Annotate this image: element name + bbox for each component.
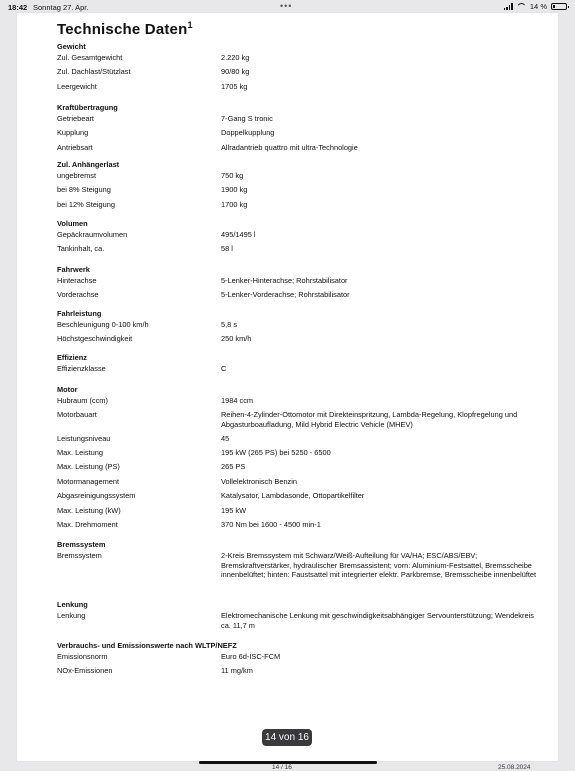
spec-value: Vollelektronisch Benzin	[221, 476, 298, 486]
spec-row	[57, 244, 537, 258]
spec-row	[57, 611, 537, 634]
spec-row	[57, 171, 537, 185]
spec-section	[57, 353, 537, 378]
wifi-icon	[517, 3, 526, 10]
spec-value: 7-Gang S tronic	[221, 114, 273, 123]
spec-section	[57, 385, 537, 534]
spec-row	[57, 491, 537, 505]
spec-label: Vorderachse	[57, 290, 99, 300]
spec-value: Reihen-4-Zylinder-Ottomotor mit Direkteinspritzung, Lambda-Regelung, Klopfregelung und Abgasturboaufladung, Mild Hybrid Electric Vehicle (MHEV)	[221, 410, 518, 429]
spec-row	[57, 396, 537, 410]
section-title: Fahrleistung	[57, 309, 102, 318]
spec-label: Tankinhalt, ca.	[57, 244, 105, 254]
spec-row	[57, 143, 537, 157]
spec-label: Motorbauart	[57, 410, 97, 420]
section-title: Gewicht	[57, 42, 86, 51]
spec-value: Doppelkupplung	[221, 128, 275, 138]
spec-value: 58 l	[221, 244, 233, 254]
document-page[interactable]	[17, 13, 558, 761]
spec-section	[57, 641, 537, 681]
spec-label: Zul. Dachlast/Stützlast	[57, 67, 131, 77]
spec-row	[57, 520, 537, 534]
section-title: Zul. Anhängerlast	[57, 160, 120, 169]
spec-value: 5-Lenker-Hinterachse; Rohrstabilisator	[221, 276, 348, 285]
spec-row	[57, 200, 537, 214]
spec-row	[57, 290, 537, 304]
spec-label: Max. Drehmoment	[57, 519, 118, 529]
section-title: Lenkung	[57, 600, 88, 609]
section-title: Kraftübertragung	[57, 103, 118, 112]
cellular-signal-icon	[504, 3, 513, 10]
battery-icon	[551, 3, 567, 10]
footer-date: 25.08.2024	[498, 764, 531, 771]
spec-value: 90/80 kg	[221, 67, 250, 77]
status-bar	[0, 0, 575, 14]
spec-label: Max. Leistung	[57, 447, 104, 457]
spec-label: Beschleunigung 0-100 km/h	[57, 320, 149, 329]
spec-label: Kupplung	[57, 128, 89, 138]
spec-value: 265 PS	[221, 462, 246, 472]
spec-section	[57, 600, 537, 634]
spec-label: Max. Leistung (PS)	[57, 462, 120, 472]
page-title	[57, 20, 193, 38]
spec-row	[57, 666, 537, 680]
spec-section	[57, 103, 537, 157]
spec-value: Katalysator, Lambdasonde, Ottopartikelfilter	[221, 491, 365, 501]
spec-section	[57, 219, 537, 259]
spec-section	[57, 42, 537, 96]
footer-page-number: 14 / 16	[272, 764, 292, 771]
spec-label: NOx-Emissionen	[57, 666, 113, 676]
spec-row	[57, 67, 537, 81]
spec-row	[57, 334, 537, 348]
spec-label: Getriebeart	[57, 114, 94, 123]
spec-label: Zul. Gesamtgewicht	[57, 53, 123, 62]
status-date: Sonntag 27. Apr.	[33, 3, 89, 12]
spec-row	[57, 462, 537, 476]
spec-label: Motormanagement	[57, 476, 120, 486]
spec-row	[57, 185, 537, 199]
spec-row	[57, 82, 537, 96]
spec-label: bei 12% Steigung	[57, 199, 115, 209]
spec-row	[57, 652, 537, 666]
spec-label: Hubraum (ccm)	[57, 396, 108, 405]
spec-value: 1705 kg	[221, 81, 248, 91]
spec-value: 495/1495 l	[221, 230, 256, 239]
spec-value: 2-Kreis Bremssystem mit Schwarz/Weiß-Aufteilung für VA/HA; ESC/ABS/EBV; Bremskraftverstärker, hydraulischer Bremsassistent; vorn: Aluminium-Festsattel, Bremsscheibe innenbelüftet; hinten: Faustsattel mit integrierter elektr. Parkbremse, Bremsscheibe innenbelüftet	[221, 551, 537, 580]
spec-label: Effizienzklasse	[57, 364, 106, 373]
spec-value: 195 kW (265 PS) bei 5250 - 6500	[221, 447, 331, 457]
spec-label: Lenkung	[57, 611, 86, 620]
spec-value: 1900 kg	[221, 185, 248, 195]
spec-row	[57, 551, 537, 584]
spec-value: 750 kg	[221, 171, 244, 180]
footnote-marker: 1	[187, 20, 193, 30]
spec-row	[57, 128, 537, 142]
spec-section	[57, 160, 537, 214]
spec-row	[57, 506, 537, 520]
spec-value: 11 mg/km	[221, 666, 253, 676]
spec-label: Leistungsniveau	[57, 433, 111, 443]
spec-value: 250 km/h	[221, 334, 252, 344]
page-indicator: 14 von 16	[262, 729, 312, 746]
page-title-text: Technische Daten	[57, 21, 188, 38]
spec-value: 370 Nm bei 1600 - 4500 min-1	[221, 519, 321, 529]
spec-label: Antriebsart	[57, 142, 93, 152]
spec-label: Höchstgeschwindigkeit	[57, 334, 133, 344]
spec-label: Leergewicht	[57, 81, 97, 91]
spec-value: Euro 6d-ISC-FCM	[221, 652, 281, 661]
section-title: Bremssystem	[57, 540, 106, 549]
spec-value: 45	[221, 433, 230, 443]
spec-label: Emissionsnorm	[57, 652, 108, 661]
spec-row	[57, 114, 537, 128]
spec-row	[57, 53, 537, 67]
spec-value: 1984 ccm	[221, 396, 254, 405]
spec-row	[57, 448, 537, 462]
spec-value: Elektromechanische Lenkung mit geschwindigkeitsabhängiger Servounterstützung; Wendekreis ca. 11,7 m	[221, 611, 534, 630]
spec-label: Gepäckraumvolumen	[57, 230, 128, 239]
spec-value: 5-Lenker-Vorderachse; Rohrstabilisator	[221, 290, 350, 300]
spec-value: 1700 kg	[221, 199, 248, 209]
spec-value: 5,8 s	[221, 320, 238, 329]
spec-row	[57, 364, 537, 378]
spec-label: Bremssystem	[57, 551, 102, 560]
section-title: Fahrwerk	[57, 265, 90, 274]
status-time: 18:42	[8, 3, 28, 12]
section-title: Effizienz	[57, 353, 87, 362]
spec-label: Hinterachse	[57, 276, 97, 285]
spec-row	[57, 276, 537, 290]
section-title: Volumen	[57, 219, 88, 228]
spec-label: Max. Leistung (kW)	[57, 505, 121, 515]
spec-row	[57, 410, 537, 433]
multitasking-dots-icon[interactable]: •••	[280, 1, 293, 11]
spec-label: Abgasreinigungssystem	[57, 491, 136, 501]
battery-percent: 14 %	[529, 2, 547, 11]
spec-value: 2.220 kg	[221, 53, 250, 62]
spec-value: Allradantrieb quattro mit ultra-Technologie	[221, 142, 358, 152]
battery-fill	[553, 5, 555, 8]
spec-value: C	[221, 364, 227, 373]
spec-row	[57, 230, 537, 244]
spec-row	[57, 434, 537, 448]
spec-section	[57, 309, 537, 349]
spec-label: bei 8% Steigung	[57, 185, 111, 195]
spec-row	[57, 477, 537, 491]
section-title: Motor	[57, 385, 78, 394]
spec-section	[57, 265, 537, 305]
spec-value: 195 kW	[221, 505, 247, 515]
section-title: Verbrauchs- und Emissionswerte nach WLTP/NEFZ	[57, 641, 237, 650]
spec-label: ungebremst	[57, 171, 97, 180]
spec-section	[57, 540, 537, 584]
spec-row	[57, 320, 537, 334]
